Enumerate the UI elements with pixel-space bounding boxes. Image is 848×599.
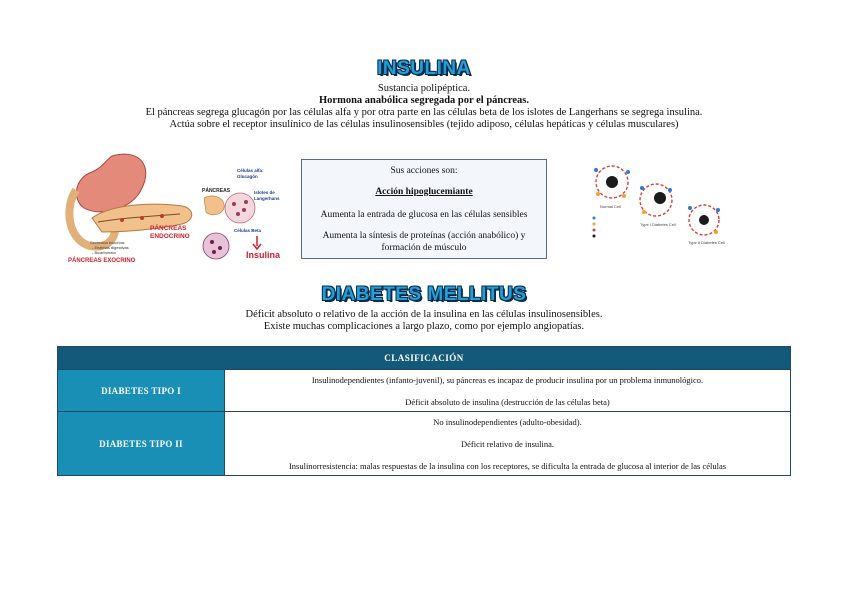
acciones-item-2a: Aumenta la síntesis de proteínas (acción anabólico) y [322, 231, 526, 241]
clasificacion-table [57, 346, 791, 476]
diabetes-title: DIABETES MELLITUS [321, 284, 527, 305]
table-row [58, 412, 791, 476]
label-islotes-1: Islotes de [254, 190, 275, 195]
label-insulina: Insulina [246, 250, 281, 260]
insulina-line-3: El páncreas segrega glucagón por las células alfa y por otra parte en las células beta de los islotes de Langerhans se segrega insulina. [145, 107, 703, 118]
diabetes-line-1: Déficit absoluto o relativo de la acción de la insulina en las células insulinosensibles. [245, 309, 603, 320]
label-pancreas-endocrino-1: PÁNCREAS [150, 225, 187, 232]
insulina-title: INSULINA [377, 58, 471, 79]
insulina-line-1: Sustancia polipéptica. [377, 83, 471, 94]
cell-label-type1: Type I Diabetes Cell [640, 222, 676, 227]
table-header: CLASIFICACIÓN [58, 347, 791, 370]
tipo2-line-3: Insulinorresistencia: malas respuestas de la insulina con los receptores, se dificulta la entrada de glucosa al interior de las células [288, 460, 727, 471]
cells-illustration [584, 160, 734, 252]
acciones-subheading: Acción hipoglucemiante [375, 187, 473, 197]
acciones-heading: Sus acciones son: [390, 166, 458, 176]
pancreas-illustration [62, 148, 292, 266]
label-pancreas: PÁNCREAS [202, 188, 231, 194]
label-pancreas-endocrino-2: ENDOCRINO [150, 233, 190, 240]
tipo2-line-1: No insulinodependientes (adulto-obesidad). [433, 416, 582, 427]
label-beta: Células Beta [234, 228, 262, 233]
label-secrecion-1: Secreción exocrina: [90, 240, 126, 245]
label-alfa-1: Células alfa: [237, 168, 264, 173]
tipo2-line-2: Déficit relativo de insulina. [461, 438, 554, 449]
label-secrecion-2: - Enzimas digestivas [92, 245, 129, 250]
insulina-line-2: Hormona anabólica segregada por el páncreas. [319, 95, 529, 106]
acciones-item-1: Aumenta la entrada de glucosa en las células sensibles [320, 210, 528, 220]
label-pancreas-exocrino: PÁNCREAS EXOCRINO [68, 258, 136, 264]
cell-label-type2: Type II Diabetes Cell [688, 240, 725, 245]
cell-label-normal: Normal Cell [600, 204, 621, 209]
row-content-tipo-2 [225, 412, 791, 476]
tipo1-line-1: Insulinodependientes (infanto-juvenil), su páncreas es incapaz de producir insulina por un problema inmunológico. [311, 374, 704, 385]
label-secrecion-3: - Bicarbonato [92, 250, 116, 255]
table-row [58, 370, 791, 412]
tipo1-line-2: Déficit absoluto de insulina (destrucción de las células beta) [405, 396, 610, 407]
diabetes-line-2: Existe muchas complicaciones a largo plazo, como por ejemplo angiopatías. [263, 321, 585, 332]
acciones-item-2b: formación de músculo [381, 243, 467, 253]
label-alfa-2: Glucagón [237, 174, 258, 179]
row-label-tipo-2: DIABETES TIPO II [58, 412, 225, 476]
row-label-tipo-1: DIABETES TIPO I [58, 370, 225, 412]
label-islotes-2: Langerhans [254, 196, 280, 201]
insulina-line-4: Actúa sobre el receptor insulínico de las células insulinosensibles (tejido adiposo, células hepáticas y células musculares) [169, 119, 679, 130]
row-content-tipo-1 [225, 370, 791, 412]
acciones-box [301, 159, 547, 259]
